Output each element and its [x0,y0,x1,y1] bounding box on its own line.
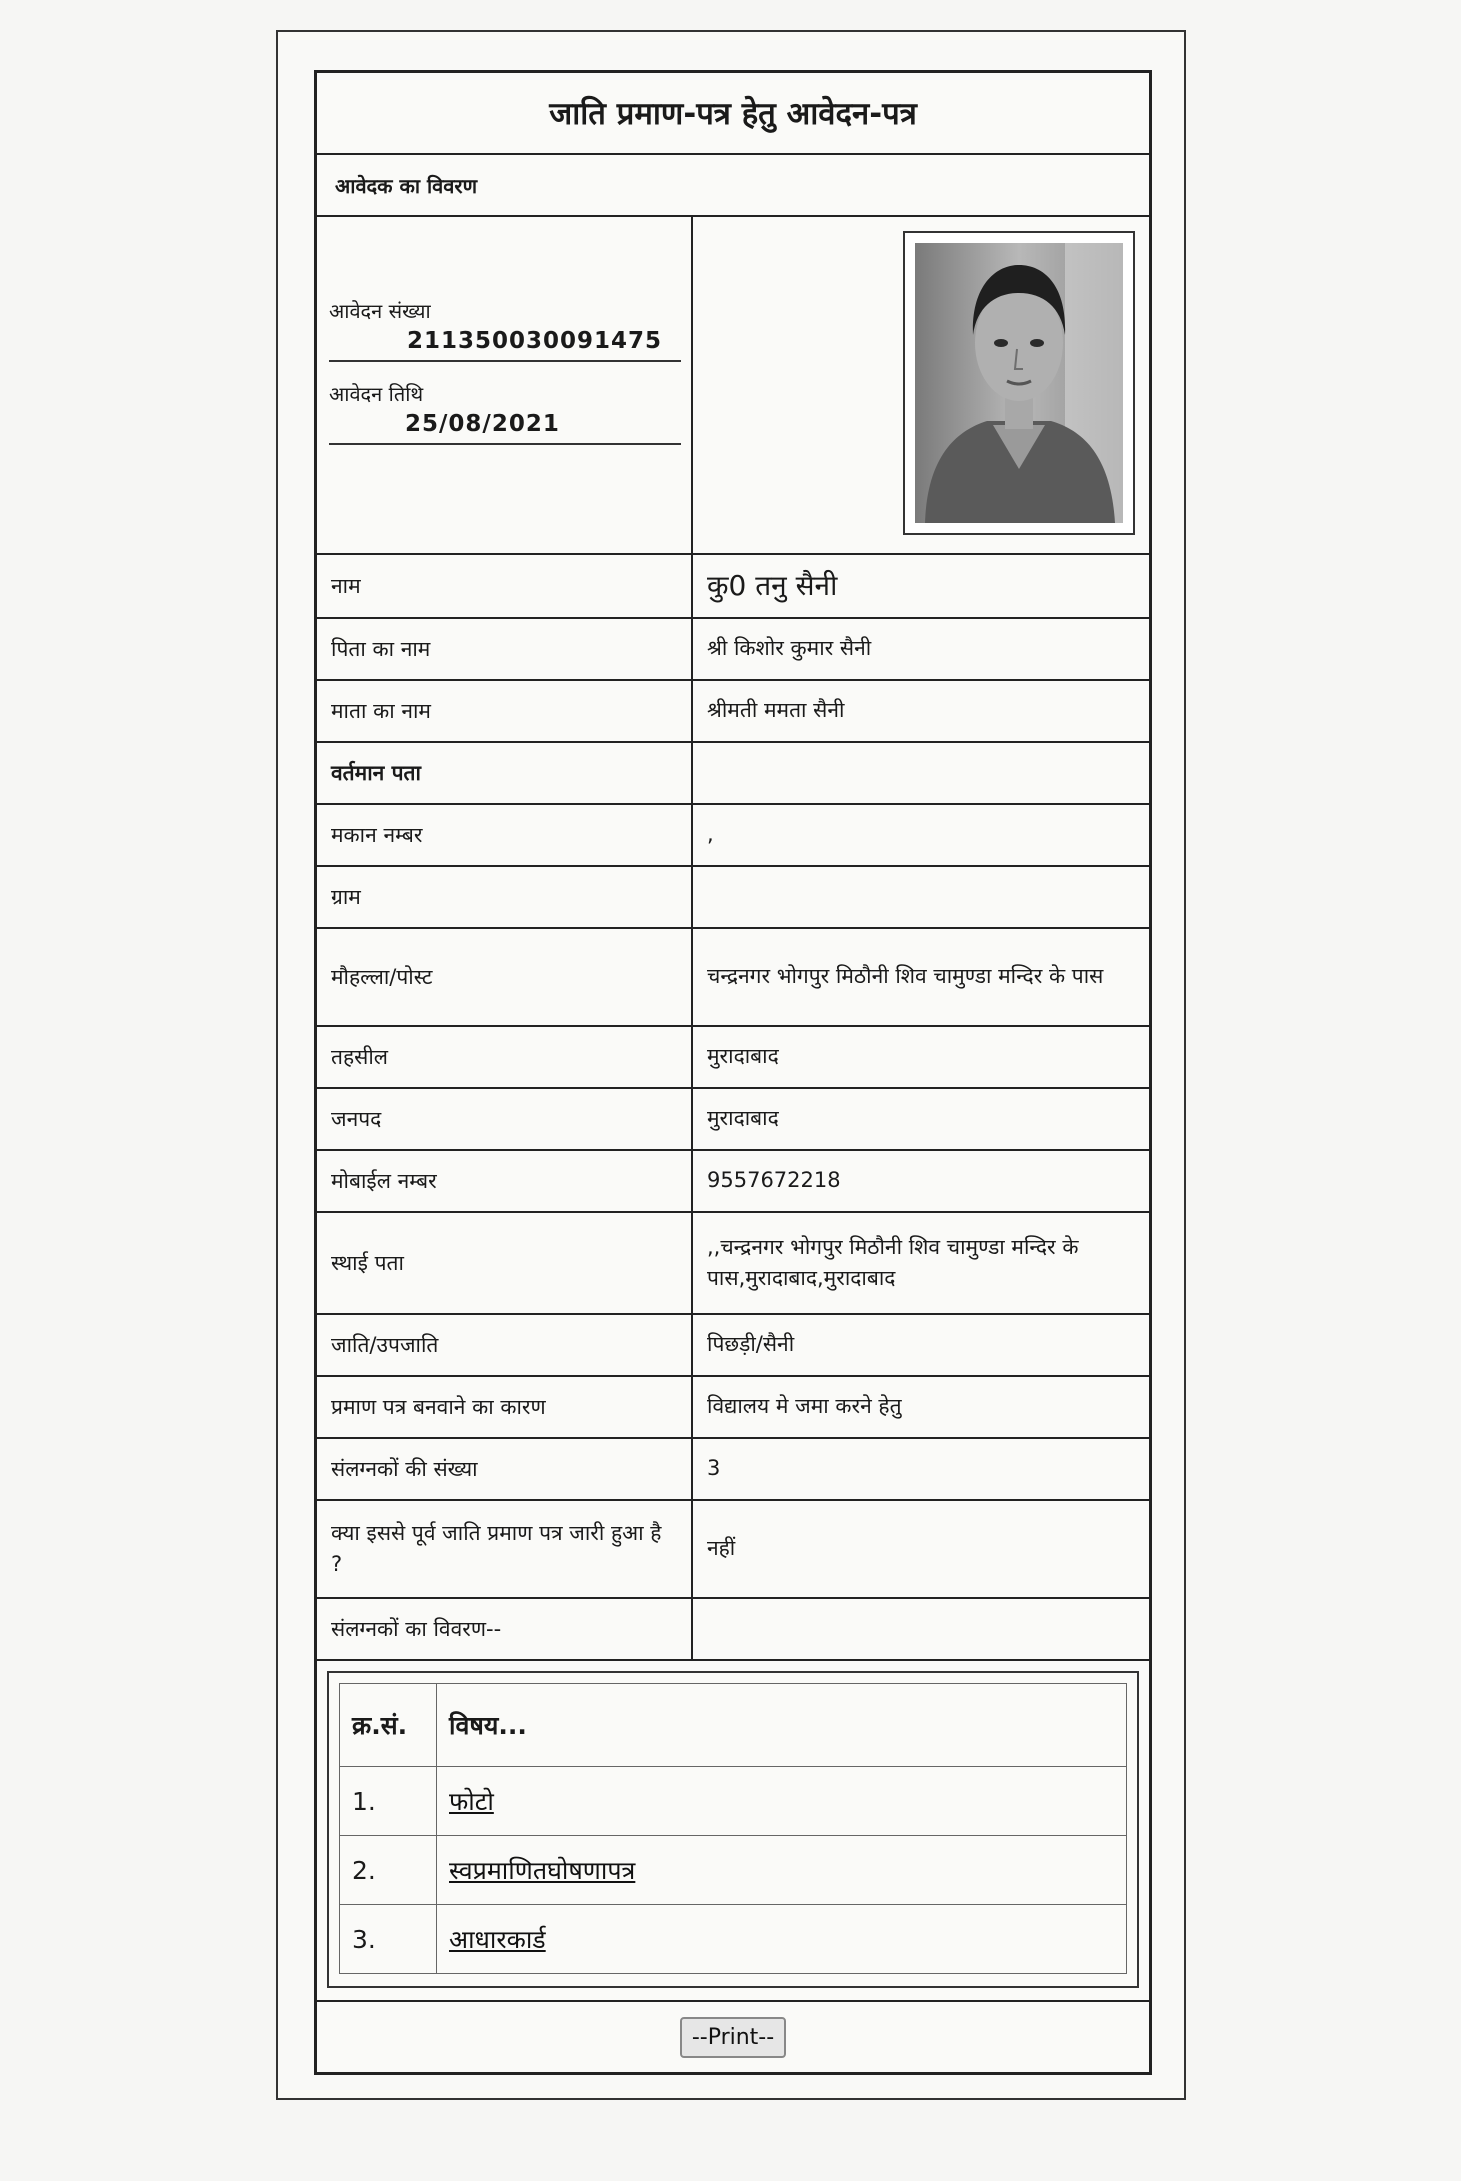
application-date-value: 25/08/2021 [405,411,560,437]
tehsil-label: तहसील [317,1027,693,1087]
person-photo-icon [915,243,1123,523]
reason-value: विद्यालय मे जमा करने हेतु [707,1394,902,1419]
attachment-link-self-declaration[interactable]: स्वप्रमाणितघोषणापत्र [449,1856,636,1885]
table-row [340,1905,1127,1974]
house-number-value: , [707,822,714,847]
field-row-father [317,619,1149,681]
district-value: मुरादाबाद [707,1106,779,1131]
field-row-attachment-count [317,1439,1149,1501]
attachment-sno: 3. [340,1905,437,1974]
district-label: जनपद [317,1089,693,1149]
father-name-label: पिता का नाम [317,619,693,679]
permanent-address-label: स्थाई पता [317,1213,693,1313]
house-number-label: मकान नम्बर [317,805,693,865]
mobile-label: मोबाईल नम्बर [317,1151,693,1211]
attachment-link-photo[interactable]: फोटो [449,1787,494,1816]
column-header-subject: विषय... [437,1684,1127,1767]
field-row-reason [317,1377,1149,1439]
reason-label: प्रमाण पत्र बनवाने का कारण [317,1377,693,1437]
document-page [276,30,1186,2100]
table-header-row [340,1684,1127,1767]
photo-cell [693,217,1149,553]
divider [329,360,681,362]
attachment-details-label: संलग्नकों का विवरण-- [317,1599,693,1659]
permanent-address-value: ,,चन्द्रनगर भोगपुर मिठौनी शिव चामुण्डा मन्दिर के पास,मुरादाबाद,मुरादाबाद [707,1234,1079,1290]
current-address-label: वर्तमान पता [317,743,693,803]
application-meta [317,217,693,553]
current-address-value [693,743,1149,803]
name-value: कु0 तनु सैनी [707,569,838,602]
section-heading: आवेदक का विवरण [317,155,1149,217]
column-header-sno: क्र.सं. [340,1684,437,1767]
field-row-permanent-address [317,1213,1149,1315]
field-row-attachment-details [317,1599,1149,1661]
field-row-tehsil [317,1027,1149,1089]
mother-name-label: माता का नाम [317,681,693,741]
village-label: ग्राम [317,867,693,927]
application-meta-block [317,217,1149,555]
attachment-cell [437,1836,1127,1905]
field-row-mobile [317,1151,1149,1213]
attachments-frame [327,1671,1139,1988]
field-row-locality [317,929,1149,1027]
prior-certificate-value: नहीं [707,1536,736,1561]
field-row-district [317,1089,1149,1151]
attachment-count-label: संलग्नकों की संख्या [317,1439,693,1499]
field-row-prior-certificate [317,1501,1149,1599]
tehsil-value: मुरादाबाद [707,1044,779,1069]
attachment-details-value [693,1599,1149,1659]
attachment-cell [437,1767,1127,1836]
attachment-sno: 2. [340,1836,437,1905]
village-value [693,867,1149,927]
name-label: नाम [317,555,693,617]
caste-value: पिछड़ी/सैनी [707,1332,795,1357]
attachment-cell [437,1905,1127,1974]
table-row [340,1836,1127,1905]
print-button[interactable]: --Print-- [680,2017,786,2058]
locality-label: मौहल्ला/पोस्ट [317,929,693,1025]
prior-certificate-label: क्या इससे पूर्व जाति प्रमाण पत्र जारी हुआ है ? [317,1501,693,1597]
father-name-value: श्री किशोर कुमार सैनी [707,636,872,661]
attachments-table [339,1683,1127,1974]
divider [329,443,681,445]
field-row-village [317,867,1149,929]
field-row-mother [317,681,1149,743]
field-row-caste [317,1315,1149,1377]
mobile-value: 9557672218 [707,1168,841,1193]
field-row-house [317,805,1149,867]
attachment-count-value: 3 [707,1456,721,1481]
caste-label: जाति/उपजाति [317,1315,693,1375]
locality-value: चन्द्रनगर भोगपुर मिठौनी शिव चामुण्डा मन्दिर के पास [707,964,1104,989]
print-row [317,2002,1149,2072]
application-form [314,70,1152,2075]
attachments-section [317,1661,1149,2002]
attachment-sno: 1. [340,1767,437,1836]
applicant-photo [903,231,1135,535]
attachment-link-aadhaar[interactable]: आधारकार्ड [449,1925,546,1954]
table-row [340,1767,1127,1836]
application-number-value: 211350030091475 [407,328,663,354]
form-title: जाति प्रमाण-पत्र हेतु आवेदन-पत्र [317,73,1149,155]
application-number-label: आवेदन संख्या [329,299,431,323]
application-date-label: आवेदन तिथि [329,382,424,406]
mother-name-value: श्रीमती ममता सैनी [707,698,845,723]
field-row-name [317,555,1149,619]
field-row-current-address [317,743,1149,805]
